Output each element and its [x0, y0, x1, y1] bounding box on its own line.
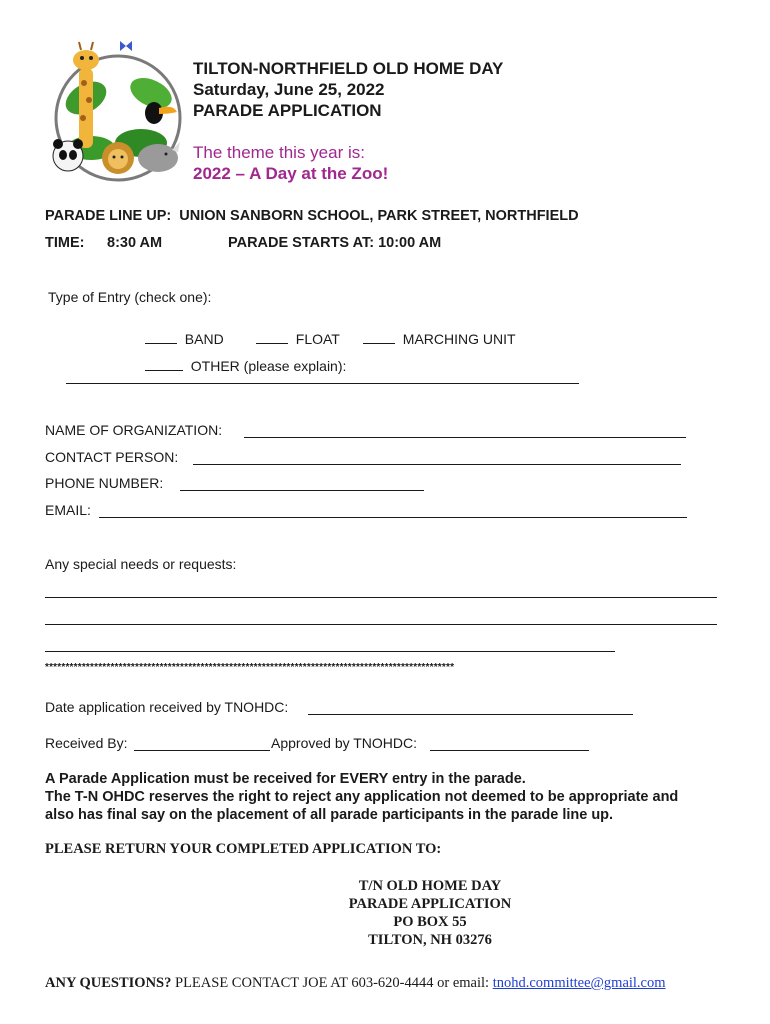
email-label: EMAIL:: [45, 502, 91, 518]
time-value: 8:30 AM: [107, 235, 163, 251]
notice-line-3: also has final say on the placement of all parade participants in the parade line up.: [45, 807, 614, 823]
notice-line-1: A Parade Application must be received for EVERY entry in the parade.: [45, 771, 526, 787]
divider-stars: ****************************************************************************************************: [45, 662, 455, 673]
entry-marching-option[interactable]: [355, 315, 516, 347]
questions-label: ANY QUESTIONS?: [45, 975, 172, 991]
form-title: PARADE APPLICATION: [193, 101, 382, 120]
phone-field[interactable]: [180, 490, 424, 491]
float-label: FLOAT: [295, 331, 340, 347]
mailing-address: [0, 877, 770, 949]
email-field[interactable]: [99, 517, 687, 518]
time-label: TIME:: [45, 235, 85, 251]
address-line-4: TILTON, NH 03276: [368, 932, 492, 948]
marching-label: MARCHING UNIT: [402, 331, 516, 347]
theme-intro: The theme this year is:: [193, 143, 365, 162]
band-label: BAND: [184, 331, 224, 347]
contact-field[interactable]: [193, 464, 681, 465]
event-title: TILTON-NORTHFIELD OLD HOME DAY: [193, 59, 504, 78]
other-explain-line[interactable]: [66, 383, 579, 384]
org-label: NAME OF ORGANIZATION:: [45, 422, 223, 438]
contact-label: CONTACT PERSON:: [45, 449, 179, 465]
special-needs-line-3[interactable]: [45, 651, 615, 652]
lineup-value: UNION SANBORN SCHOOL, PARK STREET, NORTHFIELD: [179, 208, 579, 224]
contact-email-link[interactable]: tnohd.committee@gmail.com: [492, 975, 666, 991]
special-needs-line-1[interactable]: [45, 597, 717, 598]
date-received-label: Date application received by TNOHDC:: [45, 699, 289, 715]
theme-value: 2022 – A Day at the Zoo!: [193, 164, 389, 183]
other-checkbox[interactable]: [145, 358, 183, 371]
lineup-label: PARADE LINE UP:: [45, 208, 172, 224]
marching-checkbox[interactable]: [363, 331, 395, 344]
special-needs-line-2[interactable]: [45, 624, 717, 625]
org-field[interactable]: [244, 437, 686, 438]
phone-label: PHONE NUMBER:: [45, 475, 164, 491]
parade-start-time: PARADE STARTS AT: 10:00 AM: [228, 235, 442, 251]
received-by-label: Received By:: [45, 735, 128, 751]
return-heading: PLEASE RETURN YOUR COMPLETED APPLICATION TO:: [45, 841, 442, 857]
entry-other-option[interactable]: [137, 342, 346, 374]
event-date: Saturday, June 25, 2022: [193, 80, 385, 99]
questions-text: PLEASE CONTACT JOE AT 603-620-4444 or email:: [175, 975, 490, 991]
entry-type-label: Type of Entry (check one):: [48, 289, 212, 305]
received-by-field[interactable]: [134, 750, 270, 751]
address-line-3: PO BOX 55: [393, 914, 467, 930]
date-received-field[interactable]: [308, 714, 633, 715]
address-line-2: PARADE APPLICATION: [348, 896, 512, 912]
questions-line: [45, 975, 666, 992]
special-needs-label: Any special needs or requests:: [45, 556, 237, 572]
notice-line-2: The T-N OHDC reserves the right to reject any application not deemed to be appropriate and: [45, 789, 679, 805]
address-line-1: T/N OLD HOME DAY: [358, 878, 502, 894]
zoo-animals-logo-icon: [46, 38, 186, 188]
approved-by-field[interactable]: [430, 750, 589, 751]
approved-by-label: Approved by TNOHDC:: [271, 735, 418, 751]
lineup-line: [45, 208, 579, 224]
other-label: OTHER (please explain):: [190, 358, 347, 374]
